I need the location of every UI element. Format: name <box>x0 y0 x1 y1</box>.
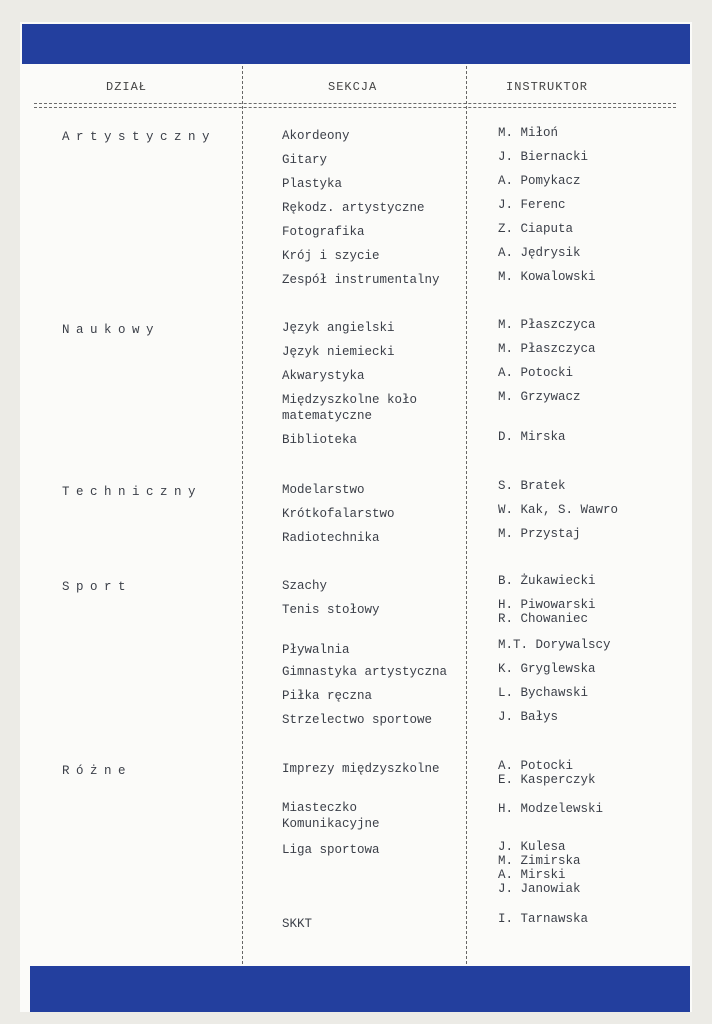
category-techniczny: Techniczny <box>62 485 203 499</box>
instructor-cell: A. Potocki E. Kasperczyk <box>498 759 596 787</box>
section-cell: Szachy <box>282 579 328 593</box>
bottom-blue-band <box>30 966 690 1012</box>
header-sekcja: SEKCJA <box>328 80 378 94</box>
header-dzial: DZIAŁ <box>106 80 148 94</box>
instructor-cell: M. Grzywacz <box>498 390 581 404</box>
header-rule-lower <box>34 107 676 108</box>
section-cell: Język angielski <box>282 321 395 335</box>
category-sport: Sport <box>62 580 133 594</box>
header-instruktor: INSTRUKTOR <box>506 80 589 94</box>
top-blue-band <box>22 24 690 64</box>
section-cell: Rękodz. artystyczne <box>282 201 425 215</box>
instructor-cell: W. Kak, S. Wawro <box>498 503 619 517</box>
instructor-cell: H. Piwowarski R. Chowaniec <box>498 598 596 626</box>
section-cell: Liga sportowa <box>282 843 380 857</box>
instructor-cell: S. Bratek <box>498 479 566 493</box>
instructor-cell: M.T. Dorywalscy <box>498 638 611 652</box>
section-cell: Imprezy międzyszkolne <box>282 762 440 776</box>
instructor-cell: M. Miłoń <box>498 126 559 140</box>
section-cell: Międzyszkolne koło matematyczne <box>282 393 418 423</box>
section-cell: SKKT <box>282 917 313 931</box>
section-cell: Tenis stołowy <box>282 603 380 617</box>
instructor-cell: J. Biernacki <box>498 150 589 164</box>
instructor-cell: A. Pomykacz <box>498 174 581 188</box>
section-cell: Krótkofalarstwo <box>282 507 395 521</box>
section-cell: Biblioteka <box>282 433 358 447</box>
instructor-cell: M. Przystaj <box>498 527 581 541</box>
instructor-cell: Z. Ciaputa <box>498 222 574 236</box>
section-cell: Plastyka <box>282 177 343 191</box>
instructor-cell: I. Tarnawska <box>498 912 589 926</box>
section-cell: Piłka ręczna <box>282 689 373 703</box>
instructor-cell: J. Ferenc <box>498 198 566 212</box>
section-cell: Modelarstwo <box>282 483 365 497</box>
instructor-cell: M. Kowalowski <box>498 270 596 284</box>
instructor-cell: D. Mirska <box>498 430 566 444</box>
section-cell: Akordeony <box>282 129 350 143</box>
section-cell: Gimnastyka artystyczna <box>282 665 448 679</box>
section-cell: Akwarystyka <box>282 369 365 383</box>
section-cell: Język niemiecki <box>282 345 395 359</box>
section-cell: Pływalnia <box>282 643 350 657</box>
instructor-cell: H. Modzelewski <box>498 802 604 816</box>
instructor-cell: A. Potocki <box>498 366 574 380</box>
section-cell: Radiotechnika <box>282 531 380 545</box>
column-divider-left <box>242 66 243 964</box>
header-rule-upper <box>34 103 676 104</box>
category-artystyczny: Artystyczny <box>62 130 217 144</box>
instructor-cell: M. Płaszczyca <box>498 318 596 332</box>
section-cell: Krój i szycie <box>282 249 380 263</box>
instructor-cell: B. Żukawiecki <box>498 574 596 588</box>
instructor-cell: L. Bychawski <box>498 686 589 700</box>
category-naukowy: Naukowy <box>62 323 161 337</box>
section-cell: Miasteczko Komunikacyjne <box>282 801 380 831</box>
section-cell: Strzelectwo sportowe <box>282 713 433 727</box>
section-cell: Gitary <box>282 153 328 167</box>
instructor-cell: K. Gryglewska <box>498 662 596 676</box>
section-cell: Zespół instrumentalny <box>282 273 440 287</box>
section-cell: Fotografika <box>282 225 365 239</box>
instructor-cell: M. Płaszczyca <box>498 342 596 356</box>
instructor-cell: J. Kulesa M. Zimirska A. Mirski J. Janowiak <box>498 840 581 896</box>
instructor-cell: A. Jędrysik <box>498 246 581 260</box>
category-rozne: Różne <box>62 764 133 778</box>
instructor-cell: J. Bałys <box>498 710 559 724</box>
